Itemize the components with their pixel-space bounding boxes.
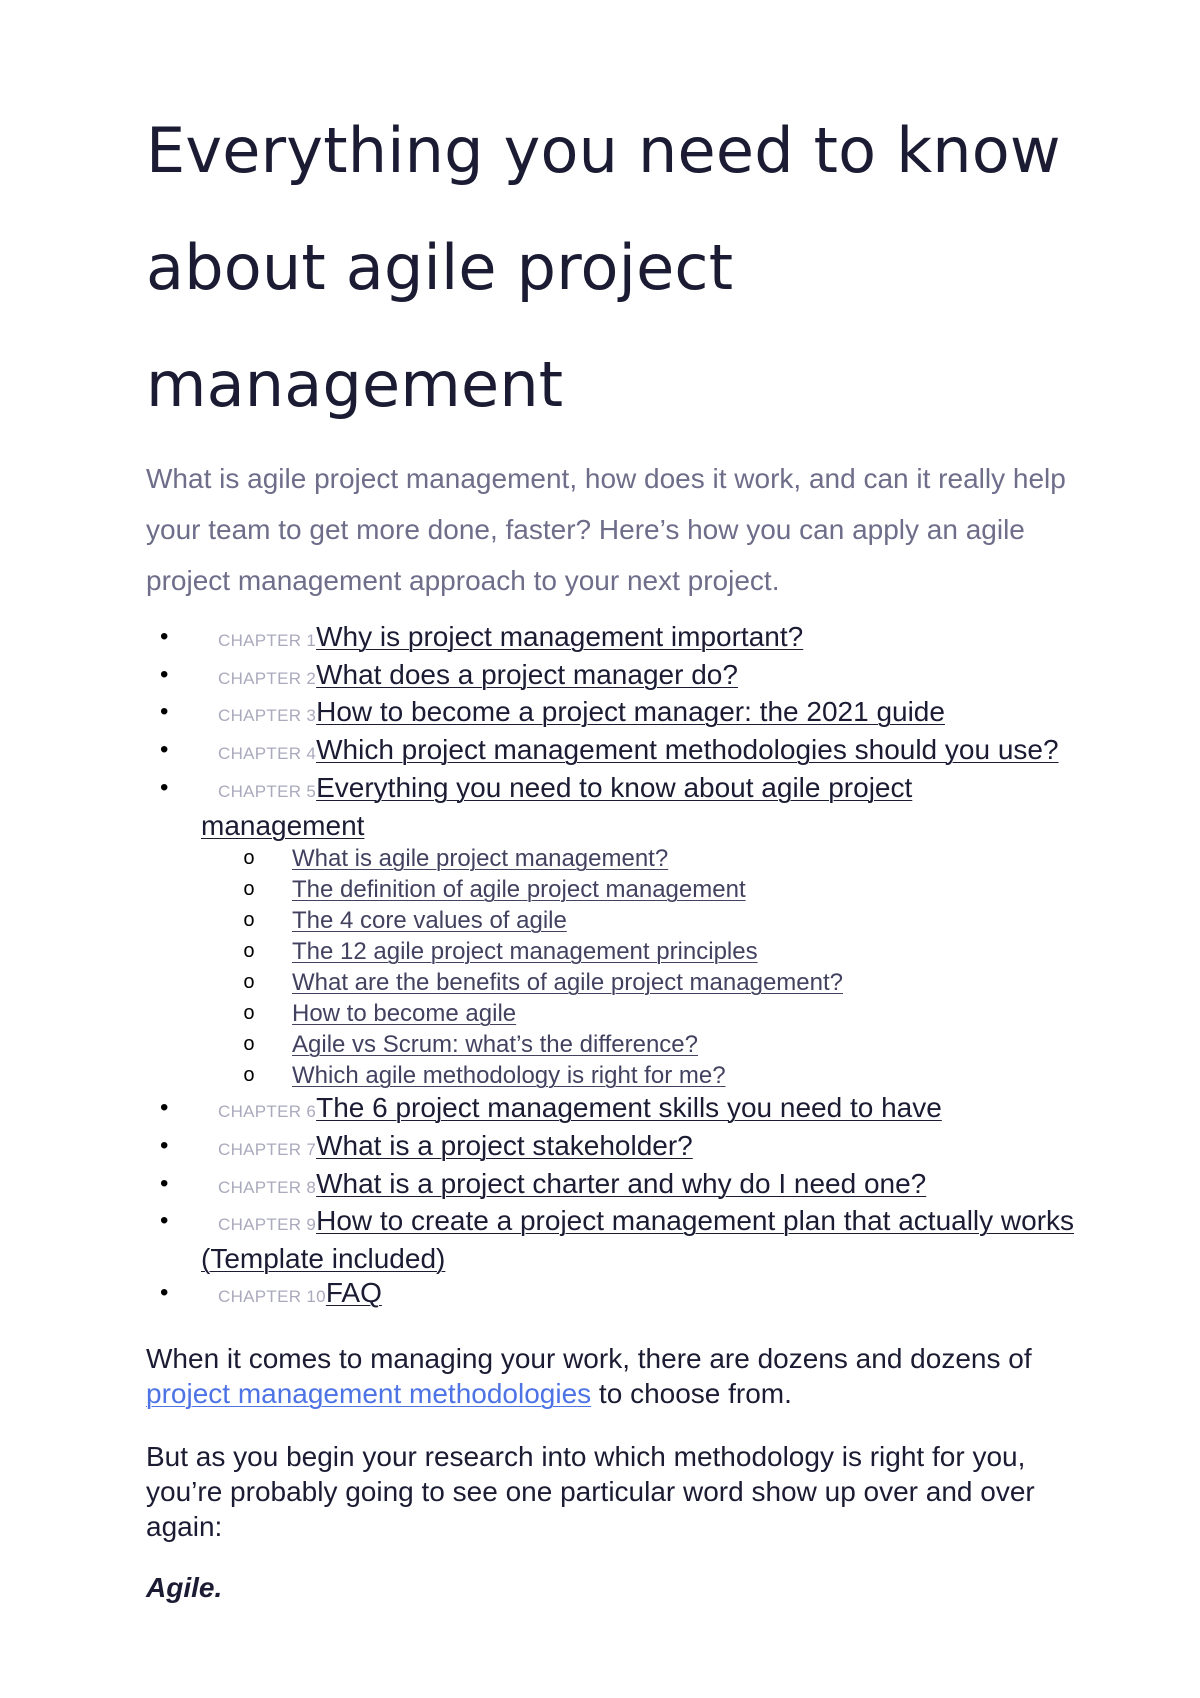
- body-paragraph-1: [146, 1341, 1076, 1411]
- chapter-label: CHAPTER 8: [218, 1177, 317, 1197]
- toc-subitem: [201, 967, 1076, 998]
- body-paragraph-2: But as you begin your research into which methodology is right for you, you’re probably going to see one particular word show up over and over again:: [146, 1441, 1035, 1543]
- toc-item-chapter-7: [146, 1129, 1076, 1167]
- toc-subitem: [201, 905, 1076, 936]
- agile-emphasis: Agile.: [146, 1572, 223, 1604]
- toc-subitem: [201, 998, 1076, 1029]
- toc-item-chapter-10: [146, 1276, 1076, 1314]
- subtitle: What is agile project management, how does it work, and can it really help your team to get more done, faster? Here’s how you can apply an agile project management approach to your next project.: [146, 463, 1066, 596]
- toc-sublink[interactable]: The 12 agile project management principles: [292, 938, 758, 966]
- toc-link[interactable]: How to become a project manager: the 2021 guide: [316, 696, 945, 728]
- toc-sublink[interactable]: Which agile methodology is right for me?: [292, 1062, 726, 1090]
- chapter-label: CHAPTER 6: [218, 1102, 317, 1122]
- toc-subitem: [201, 843, 1076, 874]
- toc-subitem: [201, 874, 1076, 905]
- article: [146, 92, 1076, 1604]
- toc-sublink[interactable]: Agile vs Scrum: what’s the difference?: [292, 1031, 698, 1059]
- toc-item-chapter-9: [146, 1204, 1076, 1275]
- toc-link[interactable]: FAQ: [325, 1276, 382, 1308]
- paragraph-text: to choose from.: [591, 1378, 792, 1410]
- toc-subitem: [201, 1060, 1076, 1091]
- toc-link[interactable]: What is a project stakeholder?: [316, 1129, 693, 1161]
- toc-item-chapter-1: [146, 620, 1076, 658]
- toc-subsection-list: [201, 843, 1076, 1091]
- chapter-label: CHAPTER 4: [218, 744, 317, 764]
- toc-subitem: [201, 1029, 1076, 1060]
- toc-item-chapter-2: [146, 658, 1076, 696]
- toc-link[interactable]: Which project management methodologies should you use?: [316, 734, 1059, 766]
- toc-item-chapter-8: [146, 1167, 1076, 1205]
- chapter-label: CHAPTER 1: [218, 631, 317, 650]
- chapter-label: CHAPTER 10: [218, 1286, 326, 1306]
- chapter-label: CHAPTER 3: [218, 706, 317, 726]
- toc-subitem: [201, 936, 1076, 967]
- toc-link[interactable]: What is a project charter and why do I need one?: [316, 1167, 927, 1199]
- chapter-label: CHAPTER 5: [218, 781, 317, 801]
- toc-sublink[interactable]: How to become agile: [292, 1000, 517, 1028]
- chapter-label: CHAPTER 7: [218, 1139, 317, 1159]
- toc-item-chapter-5: [146, 771, 1076, 1091]
- toc-link[interactable]: How to create a project management plan that actually works (Template included): [201, 1205, 1075, 1275]
- chapter-label: CHAPTER 2: [218, 668, 317, 688]
- methodologies-link[interactable]: project management methodologies: [146, 1378, 592, 1410]
- toc-link[interactable]: What does a project manager do?: [316, 658, 738, 690]
- page-title: Everything you need to know about agile project management: [146, 114, 1061, 421]
- toc-link[interactable]: Why is project management important?: [316, 621, 804, 652]
- toc-link[interactable]: The 6 project management skills you need to have: [316, 1092, 942, 1124]
- chapter-label: CHAPTER 9: [218, 1215, 317, 1235]
- toc-sublink[interactable]: What is agile project management?: [292, 845, 669, 873]
- toc-item-chapter-6: [146, 1091, 1076, 1129]
- toc-sublink[interactable]: What are the benefits of agile project management?: [292, 969, 843, 997]
- paragraph-text: When it comes to managing your work, there are dozens and dozens of: [146, 1343, 1032, 1375]
- toc-item-chapter-4: [146, 733, 1076, 771]
- table-of-contents: [146, 620, 1076, 1313]
- toc-link[interactable]: Everything you need to know about agile project management: [201, 771, 913, 841]
- toc-sublink[interactable]: The 4 core values of agile: [292, 907, 567, 935]
- toc-item-chapter-3: [146, 695, 1076, 733]
- toc-sublink[interactable]: The definition of agile project management: [292, 876, 746, 904]
